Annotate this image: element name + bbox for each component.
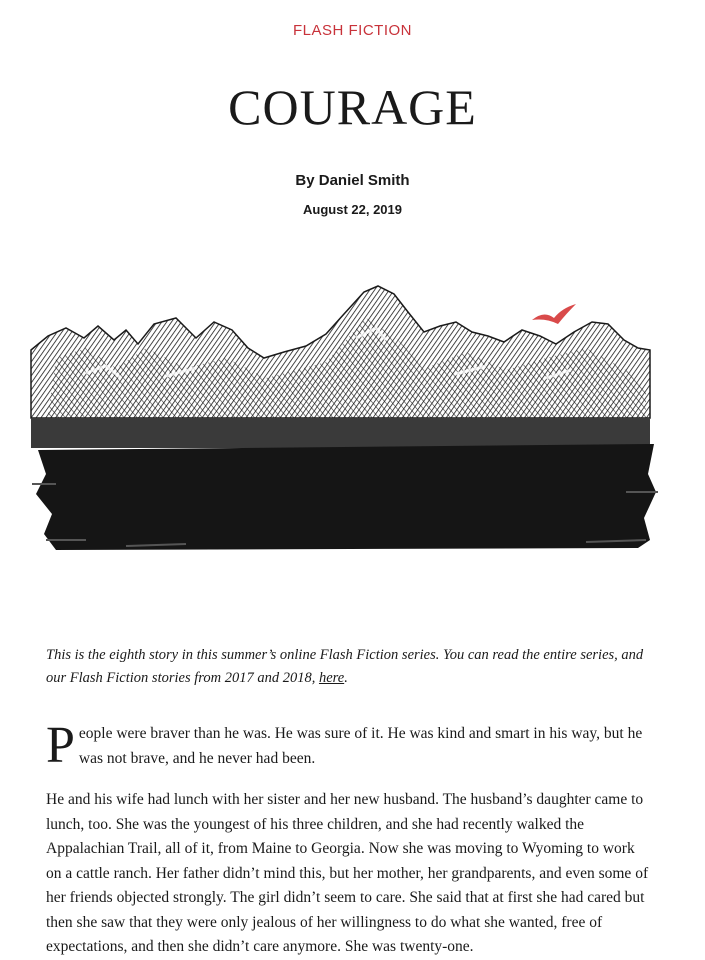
author-link[interactable]: Daniel Smith bbox=[318, 172, 410, 189]
section-link-flash-fiction[interactable]: FLASH FICTION bbox=[292, 22, 412, 39]
treeline bbox=[31, 418, 650, 448]
bird-icon bbox=[532, 304, 576, 324]
byline bbox=[0, 172, 705, 189]
publish-date: August 22, 2019 bbox=[303, 202, 402, 217]
drop-cap: P bbox=[46, 717, 75, 774]
series-link[interactable]: here bbox=[318, 670, 345, 686]
byline-prefix: By bbox=[295, 172, 319, 189]
series-intro bbox=[46, 644, 646, 690]
mountain-lake-illustration bbox=[26, 278, 666, 618]
intro-text: This is the eighth story in this summer’s online Flash Fiction series. You can read the entire series, and our Flash Fiction stories from 2017 and 2018, bbox=[46, 647, 644, 686]
intro-period: . bbox=[344, 670, 348, 686]
paragraph-2: He and his wife had lunch with her sister and her new husband. The husband’s daughter came to lunch, too. She was the youngest of his three children, and she had recently walked the Appalachian Trail, all of it, from Maine to Georgia. Now she was moving to Wyoming to work on a cattle ranch. Her father didn’t mind this, but her mother, her grandparents, and even some of her friends objected strongly. The girl didn’t seem to care. She said that at first she had cared but then she saw that they were only jealous of her willingness to do what she wanted, free of expectations, and then she didn’t care anymore. She was twenty-one. bbox=[46, 791, 649, 955]
lake-brushstroke bbox=[36, 444, 656, 550]
paragraph-1 bbox=[46, 717, 651, 774]
paragraph-1-text: eople were braver than he was. He was sure of it. He was kind and smart in his way, but he was not brave, and he never had been. bbox=[78, 725, 643, 767]
article-title: COURAGE bbox=[228, 79, 477, 135]
